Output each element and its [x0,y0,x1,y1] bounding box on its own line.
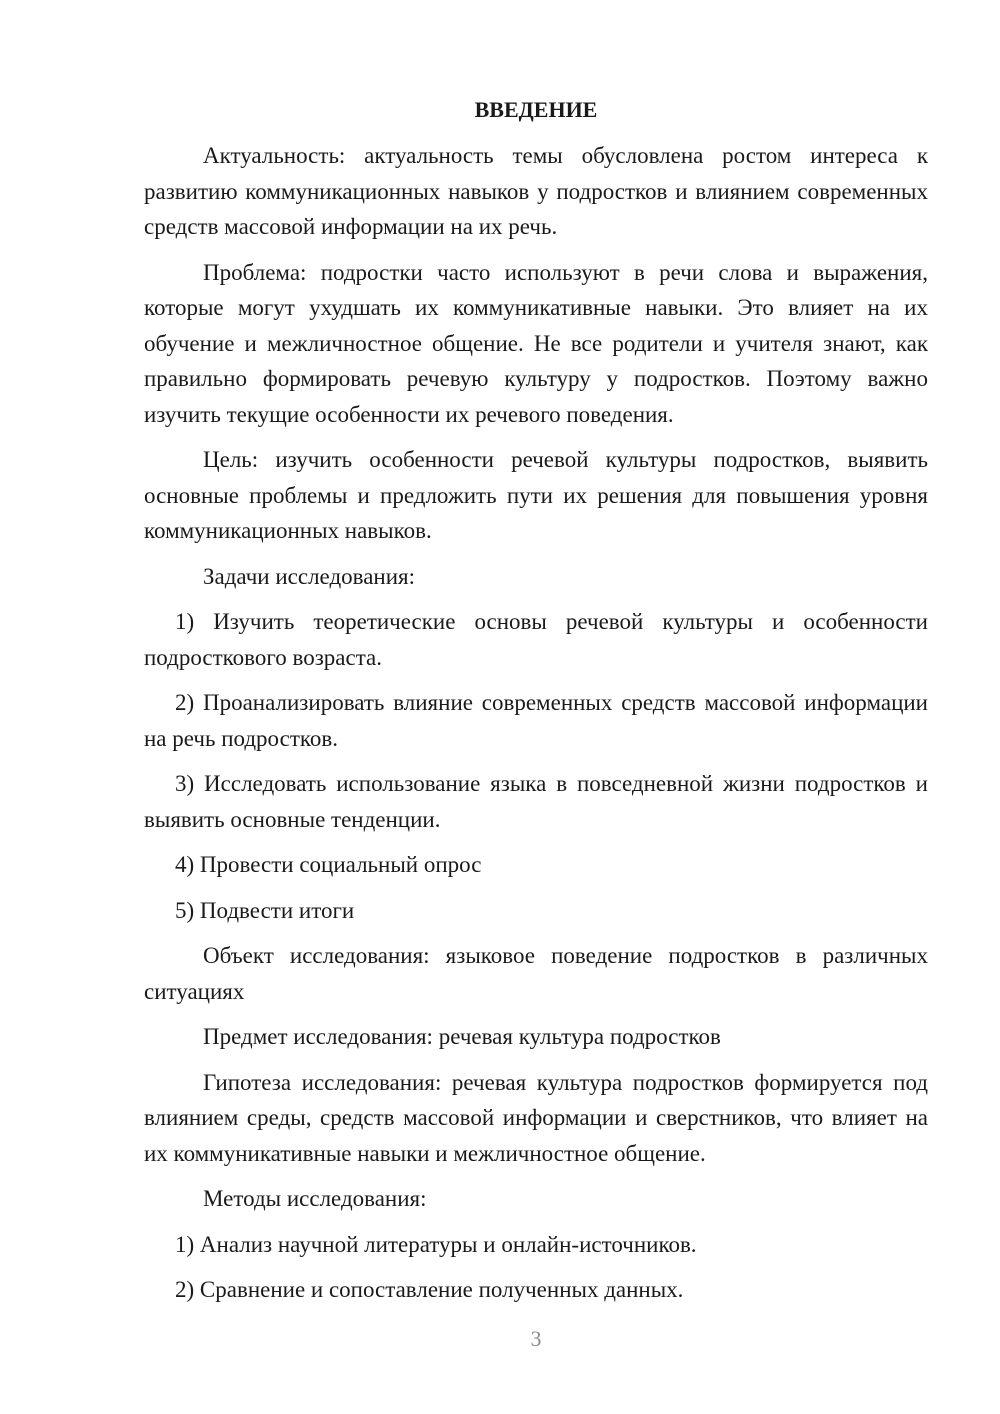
method-item: 2) Сравнение и сопоставление полученных данных. [175,1277,684,1302]
hypothesis-paragraph: Гипотеза исследования: речевая культура подростков формируется под влиянием среды, средств массовой информации и сверстников, что влияет на их коммуникативные навыки и межличностное общение. [144,1069,928,1166]
task-item: 1) Изучить теоретические основы речевой культуры и особенности подросткового возраста. [144,609,928,670]
problem-paragraph: Проблема: подростки часто используют в речи слова и выражения, которые могут ухудшать их коммуникативные навыки. Это влияет на их обучение и межличностное общение. Не все родители и учителя знают, как правильно формировать речевую культуру у подростков. Поэтому важно изучить текущие особенности их речевого поведения. [144,259,928,427]
task-item: 4) Провести социальный опрос [175,852,482,877]
method-item: 1) Анализ научной литературы и онлайн-источников. [175,1231,697,1257]
task-item: 3) Исследовать использование языка в повседневной жизни подростков и выявить основные тенденции. [144,771,928,832]
goal-paragraph: Цель: изучить особенности речевой культуры подростков, выявить основные проблемы и предложить пути их решения для повышения уровня коммуникационных навыков. [144,447,928,543]
tasks-title: Задачи исследования: [203,563,416,589]
task-item: 5) Подвести итоги [175,897,355,923]
relevance-paragraph: Актуальность: актуальность темы обусловлена ростом интереса к развитию коммуникационных навыков у подростков и влиянием современных средств массовой информации на их речь. [144,143,928,239]
object-paragraph: Объект исследования: языковое поведение подростков в различных ситуациях [144,943,928,1004]
section-heading: ВВЕДЕНИЕ [474,97,598,122]
methods-title: Методы исследования: [203,1186,427,1211]
task-item: 2) Проанализировать влияние современных средств массовой информации на речь подростков. [144,690,928,751]
subject-paragraph: Предмет исследования: речевая культура подростков [203,1024,721,1049]
page-content [144,92,928,1318]
page-number: 3 [530,1326,542,1351]
